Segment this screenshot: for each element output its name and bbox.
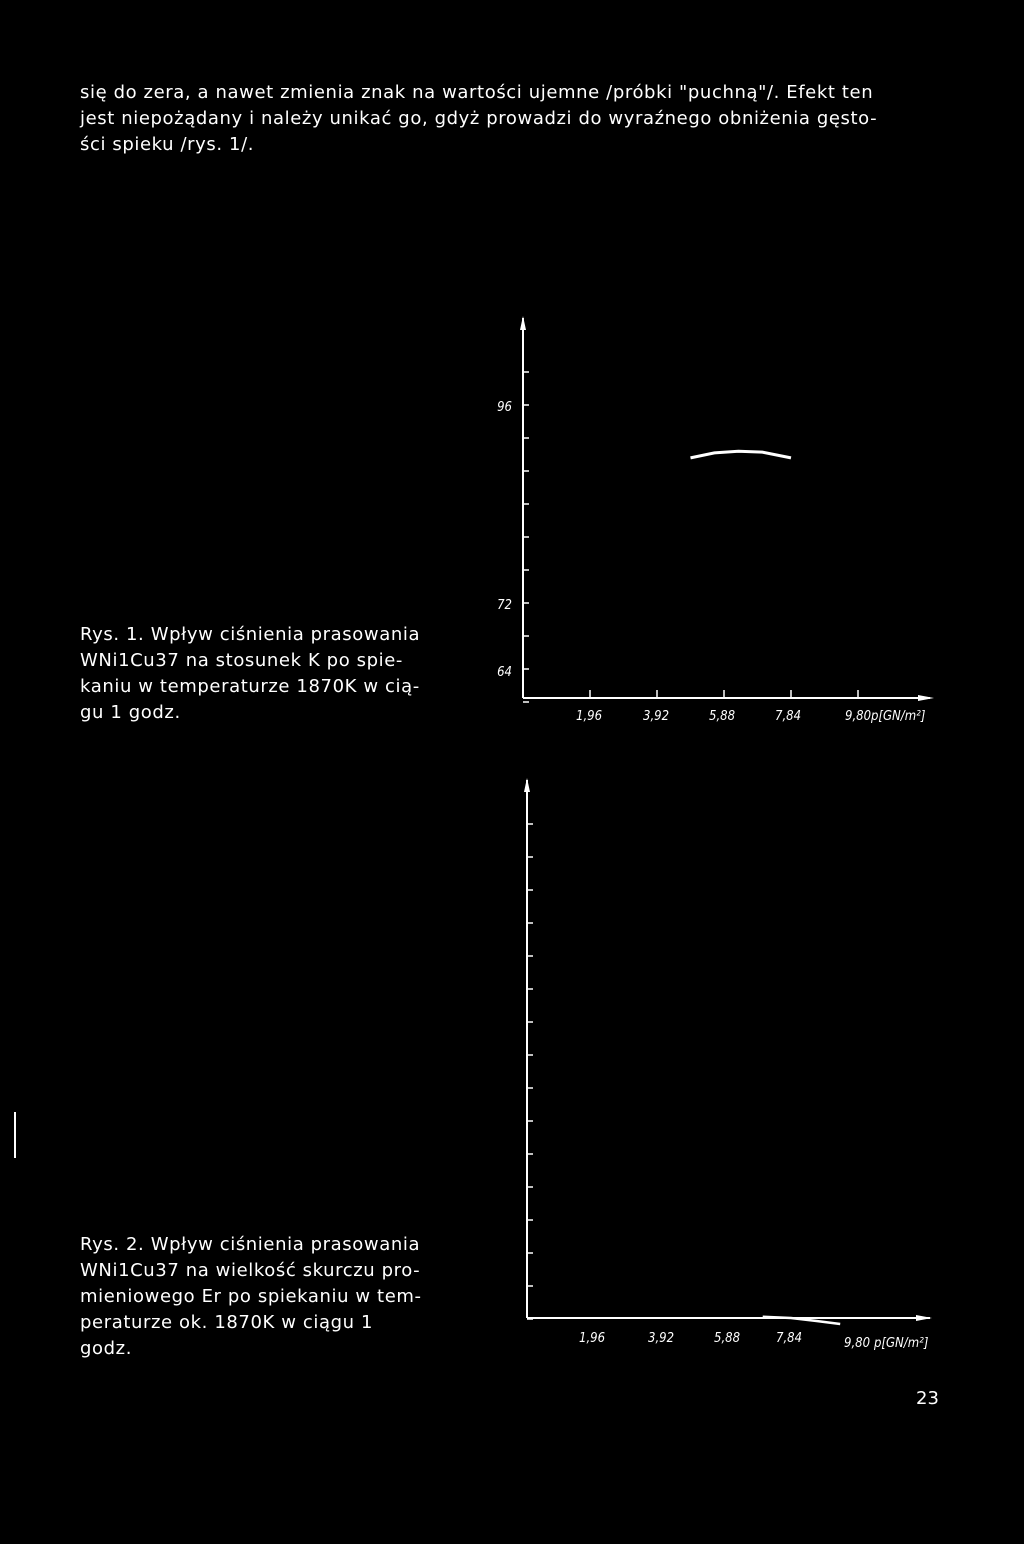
x-axis-unit: p[GN/m²] [871, 709, 926, 724]
x-tick-label: 5,88 [709, 709, 736, 724]
x-tick-label: 7,84 [776, 1331, 803, 1346]
caption-line: mieniowego Er po spiekaniu w tem- [80, 1286, 422, 1307]
x-tick-label: 7,84 [775, 709, 802, 724]
caption-line: peraturze ok. 1870K w ciągu 1 [80, 1312, 374, 1333]
y-tick-label: 72 [497, 598, 512, 613]
paragraph-line: się do zera, a nawet zmienia znak na wartości ujemne /próbki "puchną"/. Efekt ten [80, 82, 874, 103]
x-axis-arrow [916, 1315, 932, 1321]
caption-line: WNi1Cu37 na stosunek K po spie- [80, 650, 404, 671]
x-tick-label: 1,96 [579, 1331, 606, 1346]
y-axis-arrow [524, 778, 530, 792]
page-number: 23 [916, 1388, 939, 1409]
caption-line: WNi1Cu37 na wielkość skurczu pro- [80, 1260, 421, 1281]
x-tick-label: 9,80 [844, 1336, 871, 1351]
x-tick-label: 1,96 [576, 709, 603, 724]
x-tick-label: 9,80 [845, 709, 872, 724]
caption-line: Rys. 2. Wpływ ciśnienia prasowania [80, 1234, 421, 1255]
caption-line: Rys. 1. Wpływ ciśnienia prasowania [80, 624, 421, 645]
x-tick-label: 3,92 [643, 709, 670, 724]
y-tick-label: 64 [497, 665, 512, 680]
paragraph-line: ści spieku /rys. 1/. [80, 134, 255, 155]
x-tick-label: 5,88 [714, 1331, 741, 1346]
caption-line: gu 1 godz. [80, 702, 181, 723]
x-axis-unit: p[GN/m²] [874, 1336, 929, 1351]
caption-line: kaniu w temperaturze 1870K w cią- [80, 676, 420, 697]
y-tick-label: 96 [497, 400, 512, 415]
margin-mark [14, 1112, 16, 1158]
x-tick-label: 3,92 [648, 1331, 675, 1346]
paragraph-line: jest niepożądany i należy unikać go, gdyż prowadzi do wyraźnego obniżenia gęsto- [80, 108, 878, 129]
caption-line: godz. [80, 1338, 133, 1359]
